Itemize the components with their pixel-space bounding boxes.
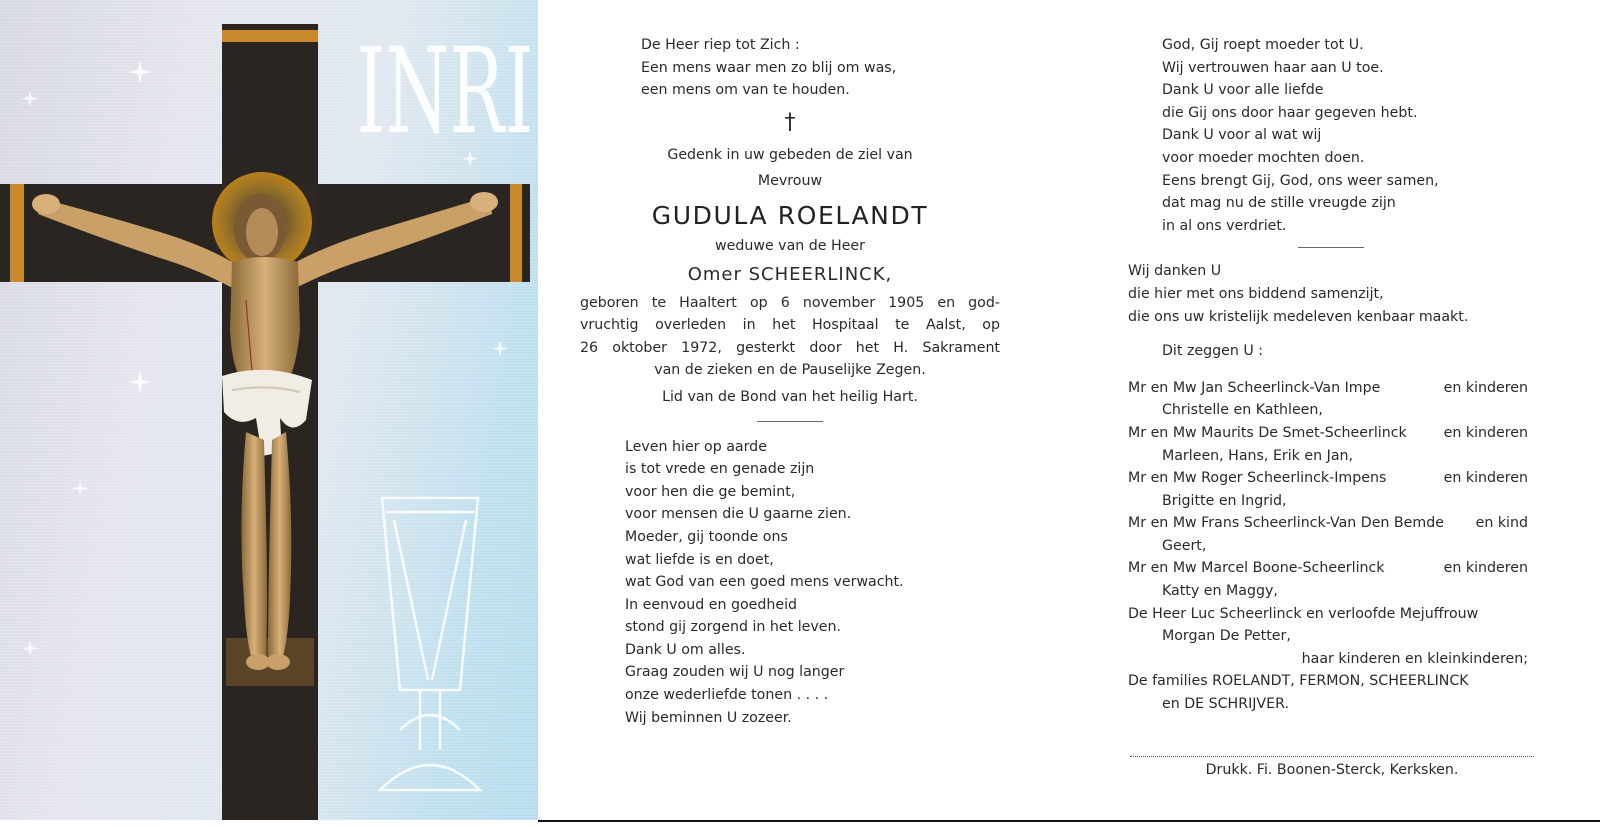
- poem-line: onze wederliefde tonen . . . .: [625, 687, 829, 704]
- family-entry: [1128, 467, 1528, 490]
- thanks: [1128, 260, 1548, 328]
- family-entry: [1128, 603, 1528, 626]
- say-line: Dit zeggen U :: [1162, 343, 1264, 360]
- poem-line: wat God van een goed mens verwacht.: [625, 574, 904, 591]
- family-suffix: en kinderen: [1443, 424, 1528, 441]
- family-entry: [1128, 377, 1528, 400]
- divider: [1298, 247, 1364, 248]
- poem-line: Leven hier op aarde: [625, 438, 767, 455]
- family-children: Brigitte en Ingrid,: [1162, 492, 1287, 509]
- family-children: Morgan De Petter,: [1162, 628, 1291, 645]
- prayer-line: Wij vertrouwen haar aan U toe.: [1162, 59, 1384, 76]
- family-name: Mr en Mw Maurits De Smet-Scheerlinck: [1128, 424, 1407, 441]
- chalice-watermark: [380, 498, 480, 790]
- husband-name: Omer SCHEERLINCK,: [687, 263, 893, 285]
- family-name: Mr en Mw Jan Scheerlinck-Van Impe: [1128, 379, 1381, 396]
- family-list: [1128, 377, 1548, 716]
- dotted-divider: [1130, 756, 1534, 757]
- prayer-line: dat mag nu de stille vreugde zijn: [1162, 195, 1396, 212]
- bio-line: van de zieken en de Pauselijke Zegen.: [654, 362, 926, 379]
- verse-line: een mens om van te houden.: [641, 82, 850, 99]
- poem-line: voor hen die ge bemint,: [625, 483, 796, 500]
- family-children: Christelle en Kathleen,: [1162, 402, 1323, 419]
- poem-line: is tot vrede en genade zijn: [625, 461, 815, 478]
- member-line: Lid van de Bond van het heilig Hart.: [662, 388, 918, 405]
- remember-line: Gedenk in uw gebeden de ziel van: [667, 146, 913, 163]
- prayer-line: Eens brengt Gij, God, ons weer samen,: [1162, 172, 1439, 189]
- thanks-line: die hier met ons biddend samenzijt,: [1128, 285, 1384, 302]
- poem-line: Wij beminnen U zozeer.: [625, 709, 792, 726]
- family-suffix: en kinderen: [1443, 470, 1528, 487]
- prayer-line: Dank U voor alle liefde: [1162, 82, 1324, 99]
- poem-line: Graag zouden wij U nog langer: [625, 664, 845, 681]
- family-children: Geert,: [1162, 537, 1207, 554]
- widow-line: weduwe van de Heer: [715, 237, 865, 254]
- poem-line: Dank U om alles.: [625, 641, 746, 658]
- family-name: Mr en Mw Roger Scheerlinck-Impens: [1128, 470, 1387, 487]
- family-name: Mr en Mw Frans Scheerlinck-Van Den Bemde: [1128, 515, 1444, 532]
- bio-line: 26 oktober 1972, gesterkt door het H. Sakrament: [580, 339, 1000, 356]
- prayer-line: Dank U voor al wat wij: [1162, 127, 1322, 144]
- inri-inscription: INRI: [356, 23, 534, 161]
- family-entry: [1128, 512, 1528, 535]
- bio-line: vruchtig overleden in het Hospitaal te Aalst, op: [580, 317, 1000, 334]
- verse-line: Een mens waar men zo blij om was,: [641, 59, 897, 76]
- prayer-line: voor moeder mochten doen.: [1162, 149, 1365, 166]
- opening-verse: [580, 34, 1000, 102]
- family-suffix: en kind: [1475, 515, 1528, 532]
- bio-line: geboren te Haaltert op 6 november 1905 en god-: [580, 294, 1000, 311]
- printer-credit: Drukk. Fi. Boonen-Sterck, Kerksken.: [1205, 762, 1459, 778]
- family-entry: [1128, 557, 1528, 580]
- title-line: Mevrouw: [757, 173, 823, 190]
- prayer-line: God, Gij roept moeder tot U.: [1162, 37, 1364, 53]
- poem-line: wat liefde is en doet,: [625, 551, 774, 568]
- bottom-edge: [538, 820, 1600, 822]
- crucifix-picture: [0, 0, 538, 820]
- poem: [580, 436, 1000, 730]
- thanks-line: die ons uw kristelijk medeleven kenbaar maakt.: [1128, 308, 1469, 325]
- family-children: Marleen, Hans, Erik en Jan,: [1162, 447, 1354, 464]
- divider: [757, 421, 823, 422]
- family-suffix: en kinderen: [1443, 379, 1528, 396]
- prayer-line: die Gij ons door haar gegeven hebt.: [1162, 104, 1418, 121]
- family-suffix: en kinderen: [1443, 560, 1528, 577]
- thanks-line: Wij danken U: [1128, 263, 1222, 280]
- poem-line: In eenvoud en goedheid: [625, 596, 798, 613]
- verse-line: De Heer riep tot Zich :: [641, 37, 800, 53]
- deceased-name: GUDULA ROELANDT: [651, 200, 929, 230]
- family-children: Katty en Maggy,: [1162, 583, 1278, 600]
- prayer-column: [1128, 34, 1548, 716]
- families-line-sub: en DE SCHRIJVER.: [1162, 696, 1289, 713]
- poem-line: voor mensen die U gaarne zien.: [625, 506, 852, 523]
- poem-line: stond gij zorgend in het leven.: [625, 619, 842, 636]
- families-line: De families ROELANDT, FERMON, SCHEERLINCK: [1128, 673, 1469, 690]
- biography: [580, 292, 1000, 382]
- death-notice-column: [580, 34, 1000, 729]
- family-name: De Heer Luc Scheerlinck en verloofde Mejuffrouw: [1128, 605, 1479, 622]
- family-name: Mr en Mw Marcel Boone-Scheerlinck: [1128, 560, 1385, 577]
- cross-icon: †: [784, 109, 796, 135]
- crucifix-illustration: [0, 0, 538, 820]
- prayer-line: in al ons verdriet.: [1162, 217, 1287, 234]
- prayer: [1128, 34, 1548, 237]
- poem-line: Moeder, gij toonde ons: [625, 528, 788, 545]
- family-entry: [1128, 422, 1528, 445]
- grandchildren-line: haar kinderen en kleinkinderen;: [1301, 650, 1528, 667]
